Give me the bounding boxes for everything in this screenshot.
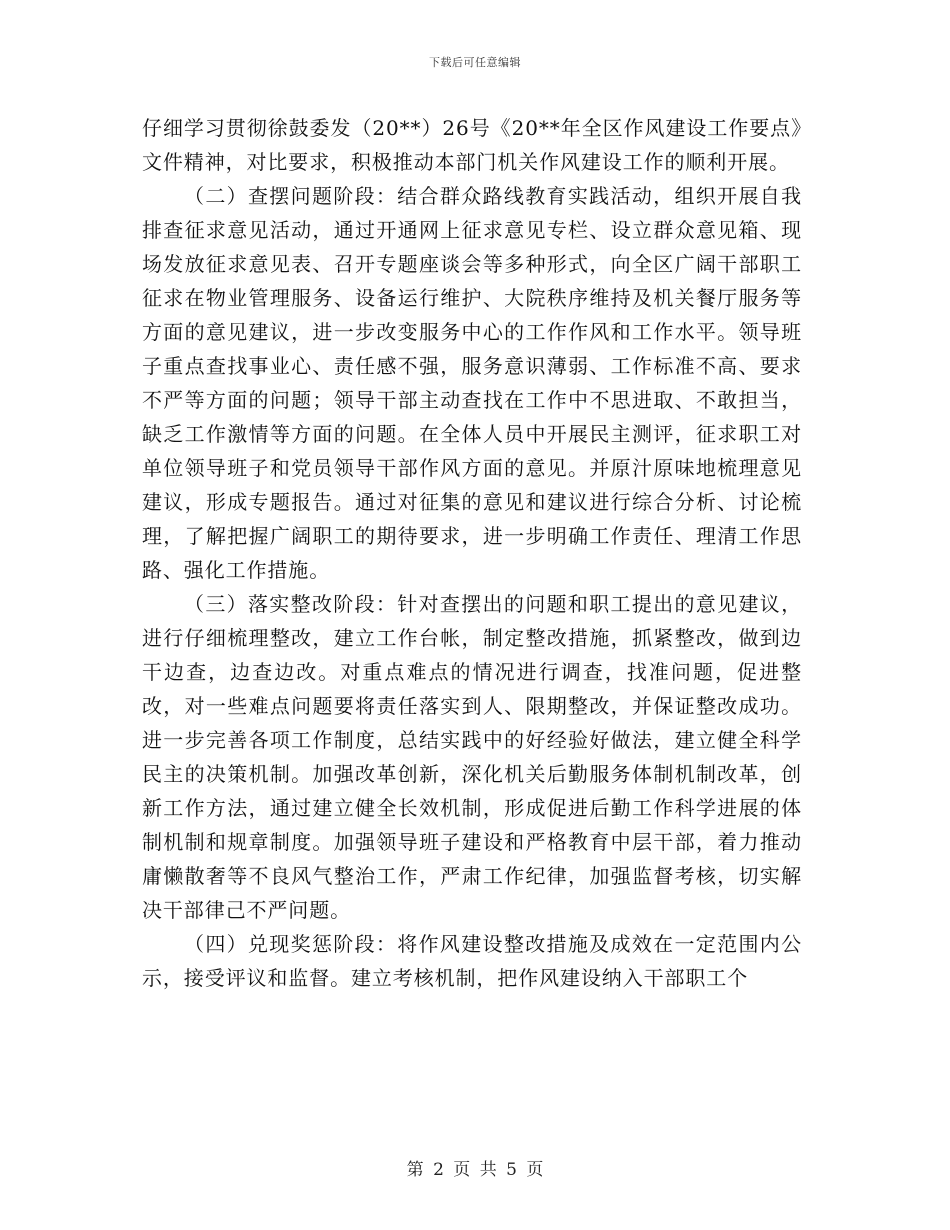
page-footer-number: 第 2 页 共 5 页 <box>406 1160 544 1180</box>
page-header-note: 下载后可任意编辑 <box>429 56 521 69</box>
paragraph-stage-2: （二）查摆问题阶段：结合群众路线教育实践活动，组织开展自我排查征求意见活动，通过开通网上征求意见专栏、设立群众意见箱、现场发放征求意见表、召开专题座谈会等多种形式，向全区广阔干部职工征求在物业管理服务、设备运行维护、大院秩序维持及机关餐厅服务等方面的意见建议，进一步改变服务中心的工作作风和工作水平。领导班子重点查找事业心、责任感不强，服务意识薄弱、工作标准不高、要求不严等方面的问题；领导干部主动查找在工作中不思进取、不敢担当，缺乏工作激情等方面的问题。在全体人员中开展民主测评，征求职工对单位领导班子和党员领导干部作风方面的意见。并原汁原味地梳理意见建议，形成专题报告。通过对征集的意见和建议进行综合分析、讨论梳理，了解把握广阔职工的期待要求，进一步明确工作责任、理清工作思路、强化工作措施。 <box>142 184 802 582</box>
paragraph-stage-3: （三）落实整改阶段：针对查摆出的问题和职工提出的意见建议，进行仔细梳理整改，建立工作台帐，制定整改措施，抓紧整改，做到边干边查，边查边改。对重点难点的情况进行调查，找准问题，促进整改，对一些难点问题要将责任落实到人、限期整改，并保证整改成功。进一步完善各项工作制度，总结实践中的好经验好做法，建立健全科学民主的决策机制。加强改革创新，深化机关后勤服务体制机制改革，创新工作方法，通过建立健全长效机制，形成促进后勤工作科学进展的体制机制和规章制度。加强领导班子建设和严格教育中层干部，着力推动庸懒散奢等不良风气整治工作，严肃工作纪律，加强监督考核，切实解决干部律己不严问题。 <box>142 592 802 922</box>
document-body <box>142 111 802 995</box>
paragraph-stage-4: （四）兑现奖惩阶段：将作风建设整改措施及成效在一定范围内公示，接受评议和监督。建立考核机制，把作风建设纳入干部职工个 <box>142 932 802 990</box>
paragraph-continuation: 仔细学习贯彻徐鼓委发（20**）26号《20**年全区作风建设工作要点》文件精神，对比要求，积极推动本部门机关作风建设工作的顺利开展。 <box>142 116 802 174</box>
